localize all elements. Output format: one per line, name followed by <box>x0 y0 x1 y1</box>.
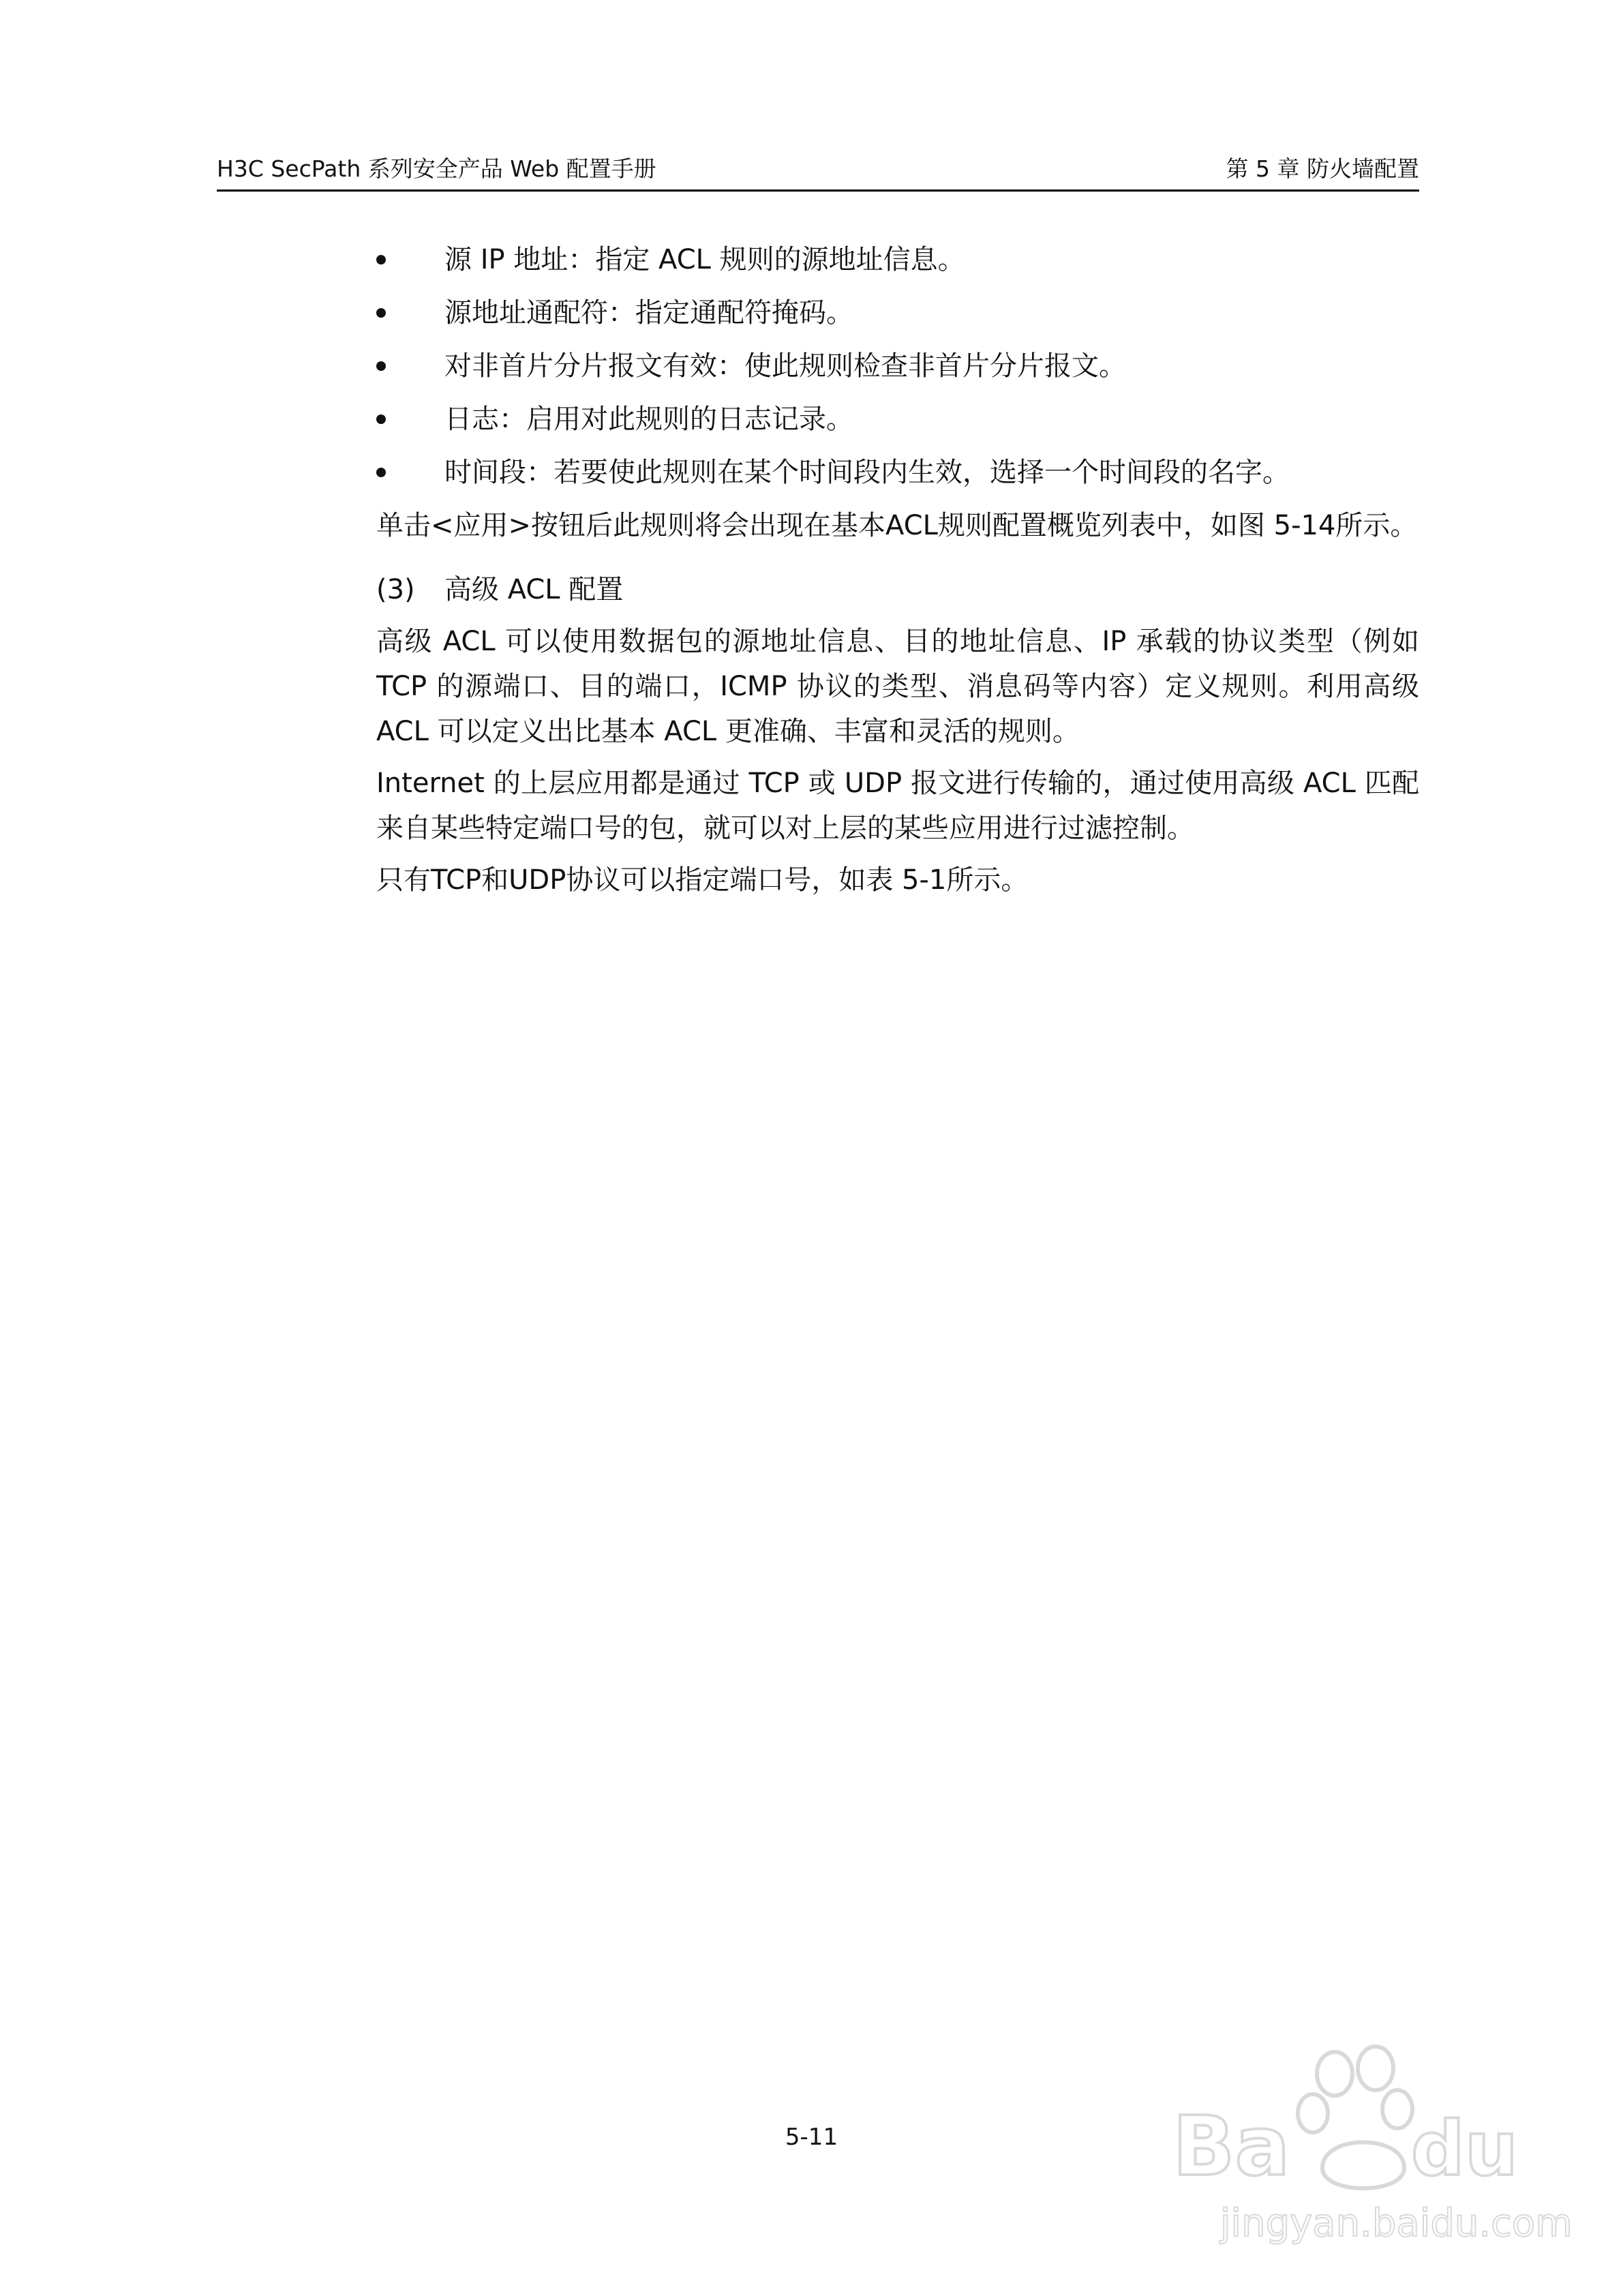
bullet-icon <box>376 414 386 424</box>
list-item-text: 源地址通配符：指定通配符掩码。 <box>444 297 853 329</box>
section-number: (3) <box>376 574 415 605</box>
header-chapter-title: 第 5 章 防火墙配置 <box>1226 155 1419 182</box>
page-header <box>217 151 1419 192</box>
body-paragraph: 只有TCP和UDP协议可以指定端口号，如表 5-1所示。 <box>376 864 1029 896</box>
baidu-paw-icon <box>1118 2038 1581 2250</box>
apply-paragraph: 单击<应用>按钮后此规则将会出现在基本ACL规则配置概览列表中，如图 5-14所示。 <box>376 510 1418 541</box>
bullet-icon <box>376 255 386 265</box>
bullet-icon <box>376 468 386 477</box>
list-item-text: 日志：启用对此规则的日志记录。 <box>444 404 853 435</box>
baidu-watermark <box>1118 2038 1581 2250</box>
bullet-icon <box>376 361 386 371</box>
header-manual-title: H3C SecPath 系列安全产品 Web 配置手册 <box>217 155 656 182</box>
bullet-icon <box>376 308 386 318</box>
list-item <box>376 344 1419 389</box>
list-item-text: 源 IP 地址：指定 ACL 规则的源地址信息。 <box>444 244 965 275</box>
body-paragraph: 高级 ACL 可以使用数据包的源地址信息、目的地址信息、IP 承载的协议类型（例如 TCP 的源端口、目的端口，ICMP 协议的类型、消息码等内容）定义规则。利用高级 ACL 可以定义出比基本 ACL 更准确、丰富和灵活的规则。 <box>376 626 1419 747</box>
list-item-text: 时间段：若要使此规则在某个时间段内生效，选择一个时间段的名字。 <box>444 457 1290 488</box>
list-item <box>376 237 1419 282</box>
page-content <box>376 237 1419 903</box>
section-title: 高级 ACL 配置 <box>444 574 624 605</box>
svg-text:du: du <box>1411 2105 1519 2192</box>
section-heading <box>376 567 1419 612</box>
body-paragraph: Internet 的上层应用都是通过 TCP 或 UDP 报文进行传输的，通过使用高级 ACL 匹配来自某些特定端口号的包，就可以对上层的某些应用进行过滤控制。 <box>376 768 1419 844</box>
list-item <box>376 397 1419 442</box>
watermark-url: jingyan.baidu.com <box>1220 2201 1573 2246</box>
svg-text:Ba: Ba <box>1172 2100 1290 2194</box>
list-item-text: 对非首片分片报文有效：使此规则检查非首片分片报文。 <box>444 350 1126 382</box>
bullet-list <box>376 237 1419 495</box>
page-number: 5-11 <box>785 2124 838 2151</box>
list-item <box>376 290 1419 335</box>
list-item <box>376 450 1419 495</box>
